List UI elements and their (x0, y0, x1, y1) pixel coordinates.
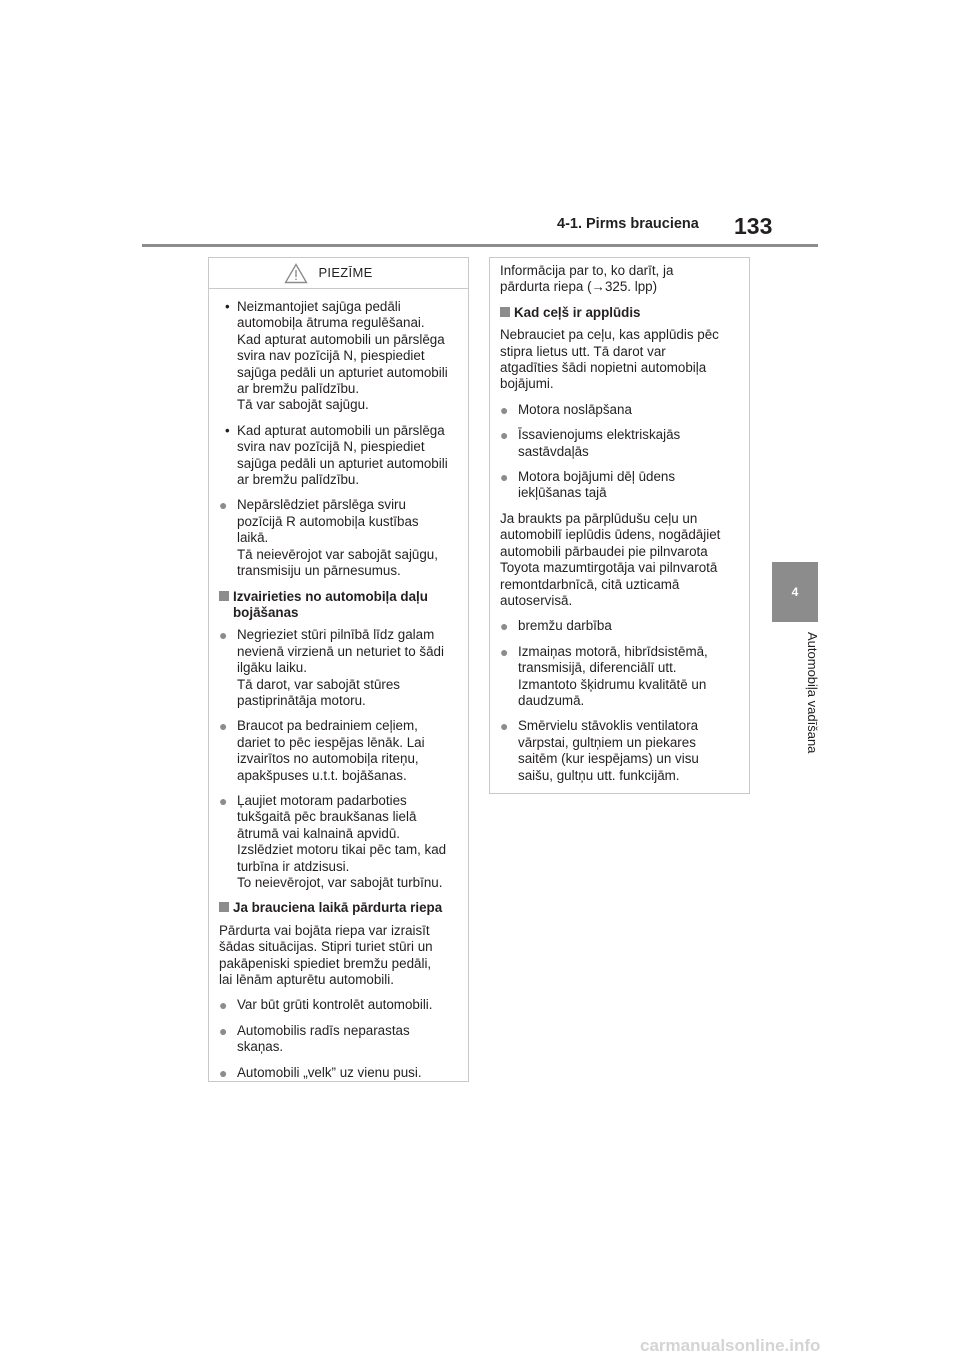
list-item-text: Automobilis radīs neparastas skaņas. (237, 1022, 410, 1055)
list-item-text: Ļaujiet motoram padarboties tukšgaitā pēc braukšanas lielā ātrumā vai kalnainā apvidū. Izslēdziet motoru tikai pēc tam, kad turbīna ir atdzisusi. To neievērojot, var sabojāt turbīnu. (237, 792, 447, 890)
list-item-text: Braucot pa bedrainiem ceļiem, dariet to pēc iespējas lēnāk. Lai izvairītos no automobiļa riteņu, apakšpuses u.t.t. bojāšanas. (237, 718, 425, 783)
page-number: 133 (734, 213, 773, 239)
intro-text: Informācija par to, ko darīt, ja pārdurta riepa ( (500, 263, 674, 295)
section-heading-text: Izvairieties no automobiļa daļu bojāšanas (233, 588, 428, 620)
intro-paragraph (500, 263, 739, 296)
info-body (490, 258, 749, 784)
list-item (219, 1023, 458, 1056)
notice-body (209, 289, 468, 1081)
list-item (500, 427, 739, 460)
list-item-text: Īssavienojums elektriskajās sastāvdaļās (518, 427, 681, 459)
list-item (500, 469, 739, 502)
chapter-tab (772, 562, 818, 622)
list-item (219, 627, 458, 709)
notice-label: PIEZĪME (318, 264, 373, 280)
list-item-text: bremžu darbība (518, 618, 612, 634)
section-title: 4-1. Pirms brauciena (557, 216, 699, 232)
circle-bullet-icon: ● (219, 792, 228, 809)
circle-bullet-icon: ● (500, 401, 509, 418)
list-item (500, 402, 739, 418)
page-reference-link[interactable]: 325. lpp) (604, 279, 658, 295)
dash-bullet-icon: • (225, 422, 230, 438)
section-heading-text: Kad ceļš ir applūdis (514, 304, 641, 320)
circle-bullet-icon: ● (500, 643, 509, 660)
list-item (500, 718, 739, 784)
list-item-text: Automobili „velk” uz vienu pusi. (237, 1064, 422, 1080)
section-heading (500, 305, 739, 321)
list-item-text: Negrieziet stūri pilnībā līdz galam nevienā virzienā un neturiet to šādi ilgāku laiku. Tā darot, var sabojāt stūres pastiprinātāja motoru. (237, 627, 444, 708)
list-item (500, 618, 739, 634)
list-item (219, 497, 458, 579)
notice-header (209, 258, 468, 289)
square-marker-icon (219, 591, 229, 601)
list-item (219, 299, 458, 414)
section-heading (219, 589, 458, 622)
list-item (219, 793, 458, 891)
list-item-text: Smērvielu stāvoklis ventilatora vārpstai, gultņiem un piekares saitēm (kur iespējams) un visu saišu, gultņu utt. funkcijām. (518, 718, 699, 783)
circle-bullet-icon: ● (219, 1022, 228, 1039)
list-item-text: Nepārslēdziet pārslēga sviru pozīcijā R automobiļa kustības laikā. Tā neievērojot var sabojāt sajūgu, transmisiju un pārnesumus. (237, 497, 438, 579)
list-item-text: Izmaiņas motorā, hibrīdsistēmā, transmisijā, diferenciālī utt. Izmantoto šķidrumu kvalitātē un daudzumā. (518, 643, 708, 708)
square-marker-icon (219, 902, 229, 912)
list-item-text: Motora noslāpšana (518, 401, 632, 417)
circle-bullet-icon: ● (500, 427, 509, 444)
paragraph: Nebrauciet pa ceļu, kas applūdis pēc stipra lietus utt. Tā darot var atgadīties šādi nopietni automobiļa bojājumi. (500, 327, 719, 392)
circle-bullet-icon: ● (219, 627, 228, 644)
list-item (219, 997, 458, 1013)
dash-bullet-icon: • (225, 299, 230, 314)
circle-bullet-icon: ● (219, 497, 228, 514)
list-item-text: Motora bojājumi dēļ ūdens iekļūšanas tajā (518, 469, 676, 501)
square-marker-icon (500, 307, 510, 317)
circle-bullet-icon: ● (219, 718, 228, 735)
paragraph: Ja braukts pa pārplūdušu ceļu un automobilī ieplūdis ūdens, nogādājiet automobili pārbaudei pie pilnvarota Toyota mazumtirgotāja vai pilnvarotā remontdarbnīcā, citā uzticamā autoservisā. (500, 510, 721, 608)
list-item (219, 718, 458, 784)
chapter-title: Automobiļa vadīšana (805, 632, 820, 754)
notice-panel (208, 257, 469, 1082)
header-divider (142, 244, 818, 247)
warning-triangle-icon (284, 263, 308, 284)
chapter-number: 4 (791, 585, 799, 599)
circle-bullet-icon: ● (500, 718, 509, 735)
list-item-text: Kad apturat automobili un pārslēga svira nav pozīcijā N, piespiediet sajūga pedāli un apturiet automobili ar bremžu palīdzību. (237, 422, 448, 488)
circle-bullet-icon: ● (500, 469, 509, 486)
list-item-text: Var būt grūti kontrolēt automobili. (237, 997, 433, 1013)
circle-bullet-icon: ● (500, 618, 509, 635)
info-panel (489, 257, 750, 794)
list-item (219, 1065, 458, 1081)
circle-bullet-icon: ● (219, 1064, 228, 1081)
list-item (219, 423, 458, 489)
paragraph: Pārdurta vai bojāta riepa var izraisīt šādas situācijas. Stipri turiet stūri un pakāpeniski spiediet bremžu pedāli, lai lēnām apturētu automobili. (219, 922, 433, 988)
section-heading (219, 900, 458, 916)
arrow-icon: → (591, 279, 605, 295)
list-item (500, 644, 739, 710)
section-heading-text: Ja brauciena laikā pārdurta riepa (233, 900, 443, 916)
circle-bullet-icon: ● (219, 997, 228, 1014)
list-item-text: Neizmantojiet sajūga pedāli automobiļa ātruma regulēšanai. Kad apturat automobili un pārslēga svira nav pozīcijā N, piespiediet sajūga pedāli un apturiet automobili ar bremžu palīdzību. Tā var sabojāt sajūgu. (237, 299, 448, 413)
watermark: carmanualsonline.info (640, 1336, 821, 1355)
